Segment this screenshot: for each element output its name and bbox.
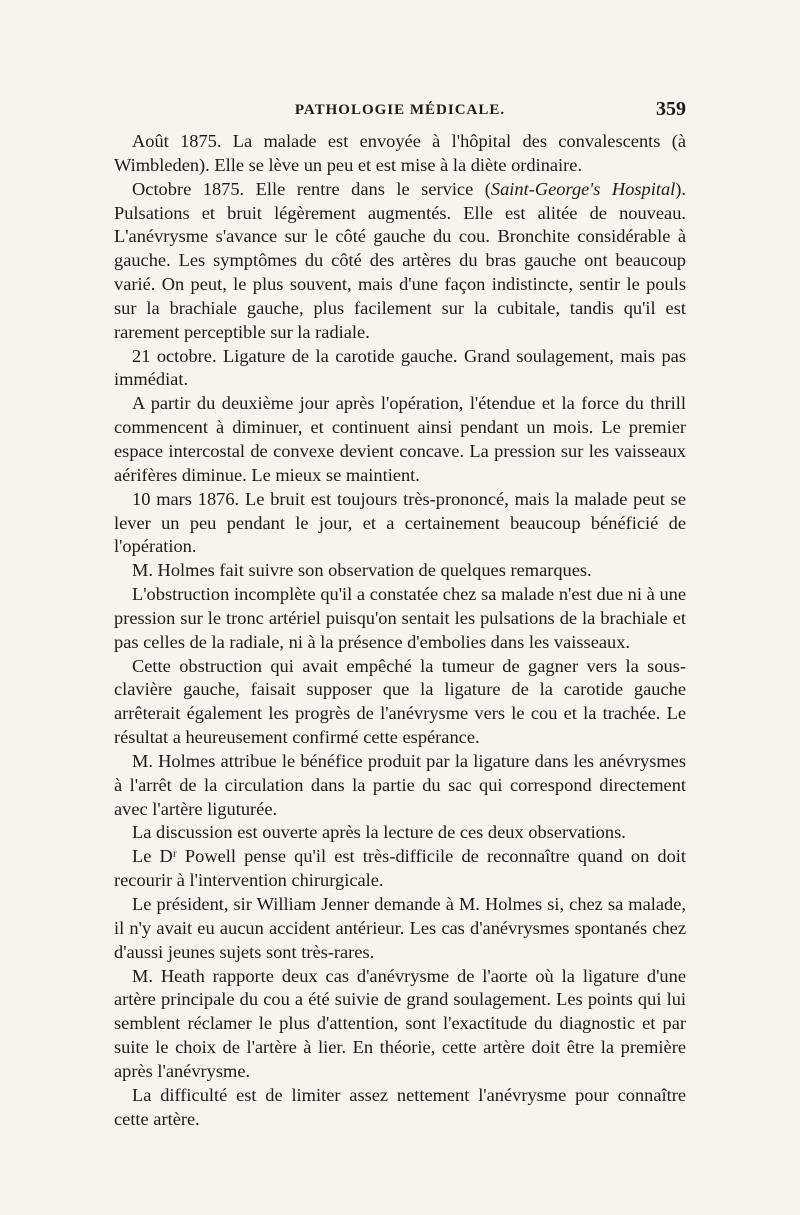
- paragraph-powell: Le Dʳ Powell pense qu'il est très-difficile de reconnaître quand on doit recourir à l'intervention chirurgicale.: [114, 846, 686, 891]
- paragraph-holmes-remarques: M. Holmes fait suivre son observation de quelques remarques.: [132, 560, 592, 581]
- paragraph-president: Le président, sir William Jenner demande à M. Holmes si, chez sa malade, il n'y avait eu aucun accident antérieur. Les cas d'anévrysmes spontanés chez d'aussi jeunes sujets sont très-rares.: [114, 894, 686, 962]
- paragraph-21-octobre: 21 octobre. Ligature de la carotide gauche. Grand soulagement, mais pas immédiat.: [114, 345, 686, 390]
- paragraph-10-mars-1876: 10 mars 1876. Le bruit est toujours très-prononcé, mais la malade peut se lever un peu pendant le jour, et a certainement beaucoup bénéficié de l'opération.: [114, 488, 686, 557]
- paragraph-cette-obstruction: Cette obstruction qui avait empêché la tumeur de gagner vers la sous-clavière gauche, faisait supposer que la ligature de la carotide gauche arrêterait également les progrès de l'anévrysme vers le cou et la trachée. Le résultat a heureusement confirmé cette espérance.: [114, 655, 686, 748]
- paragraph-obstruction: L'obstruction incomplète qu'il a constatée chez sa malade n'est due ni à une pression sur le tronc artériel puisqu'on sentait les pulsations de la brachiale et pas celles de la radiale, ni à la présence d'embolies dans les vaisseaux.: [114, 584, 686, 652]
- body-text: [114, 130, 686, 1131]
- paragraph-deuxieme-jour: A partir du deuxième jour après l'opération, l'étendue et la force du thrill commencent à diminuer, et continuent ainsi pendant un mois. Le premier espace intercostal de convexe devient concave. La pression sur les vaisseaux aérifères diminue. Le mieux se maintient.: [114, 393, 686, 485]
- paragraph-discussion: La discussion est ouverte après la lecture de ces deux observations.: [132, 822, 626, 843]
- hospital-name: Saint-George's Hospital: [490, 178, 676, 199]
- paragraph-text: ). Pulsations et bruit légèrement augmentés. Elle est alitée de nouveau. L'anévrysme s'avance sur le côté gauche du cou. Bronchite considérable à gauche. Les symptômes du côté des artères du bras gauche ont beaucoup varié. On peut, le plus souvent, mais d'une façon indistincte, sentir le pouls sur la brachiale gauche, plus facilement sur la cubitale, tandis qu'il est rarement perceptible sur la radiale.: [114, 178, 686, 342]
- paragraph-holmes-attribue: M. Holmes attribue le bénéfice produit par la ligature dans les anévrysmes à l'arrêt de la circulation dans la partie du sac qui correspond directement avec l'artère liguturée.: [114, 750, 686, 819]
- paragraph-heath: M. Heath rapporte deux cas d'anévrysme de l'aorte où la ligature d'une artère principale du cou a été suivie de grand soulagement. Les points qui lui semblent réclamer le plus d'attention, sont l'exactitude du diagnostic et par suite le choix de l'artère à lier. En théorie, cette artère doit être la première après l'anévrysme.: [114, 965, 686, 1081]
- paragraph-aout-1875: Août 1875. La malade est envoyée à l'hôpital des convalescents (à Wimbleden). Elle se lève un peu et est mise à la diète ordinaire.: [114, 131, 686, 175]
- paragraph-difficulte: La difficulté est de limiter assez nettement l'anévrysme pour connaître cette artère.: [114, 1084, 686, 1129]
- running-header: [114, 98, 686, 124]
- paragraph-octobre-1875: [114, 178, 686, 345]
- running-title: PATHOLOGIE MÉDICALE.: [294, 102, 506, 118]
- page-number: 359: [656, 98, 686, 120]
- paragraph-text: Octobre 1875. Elle rentre dans le service (: [132, 178, 491, 199]
